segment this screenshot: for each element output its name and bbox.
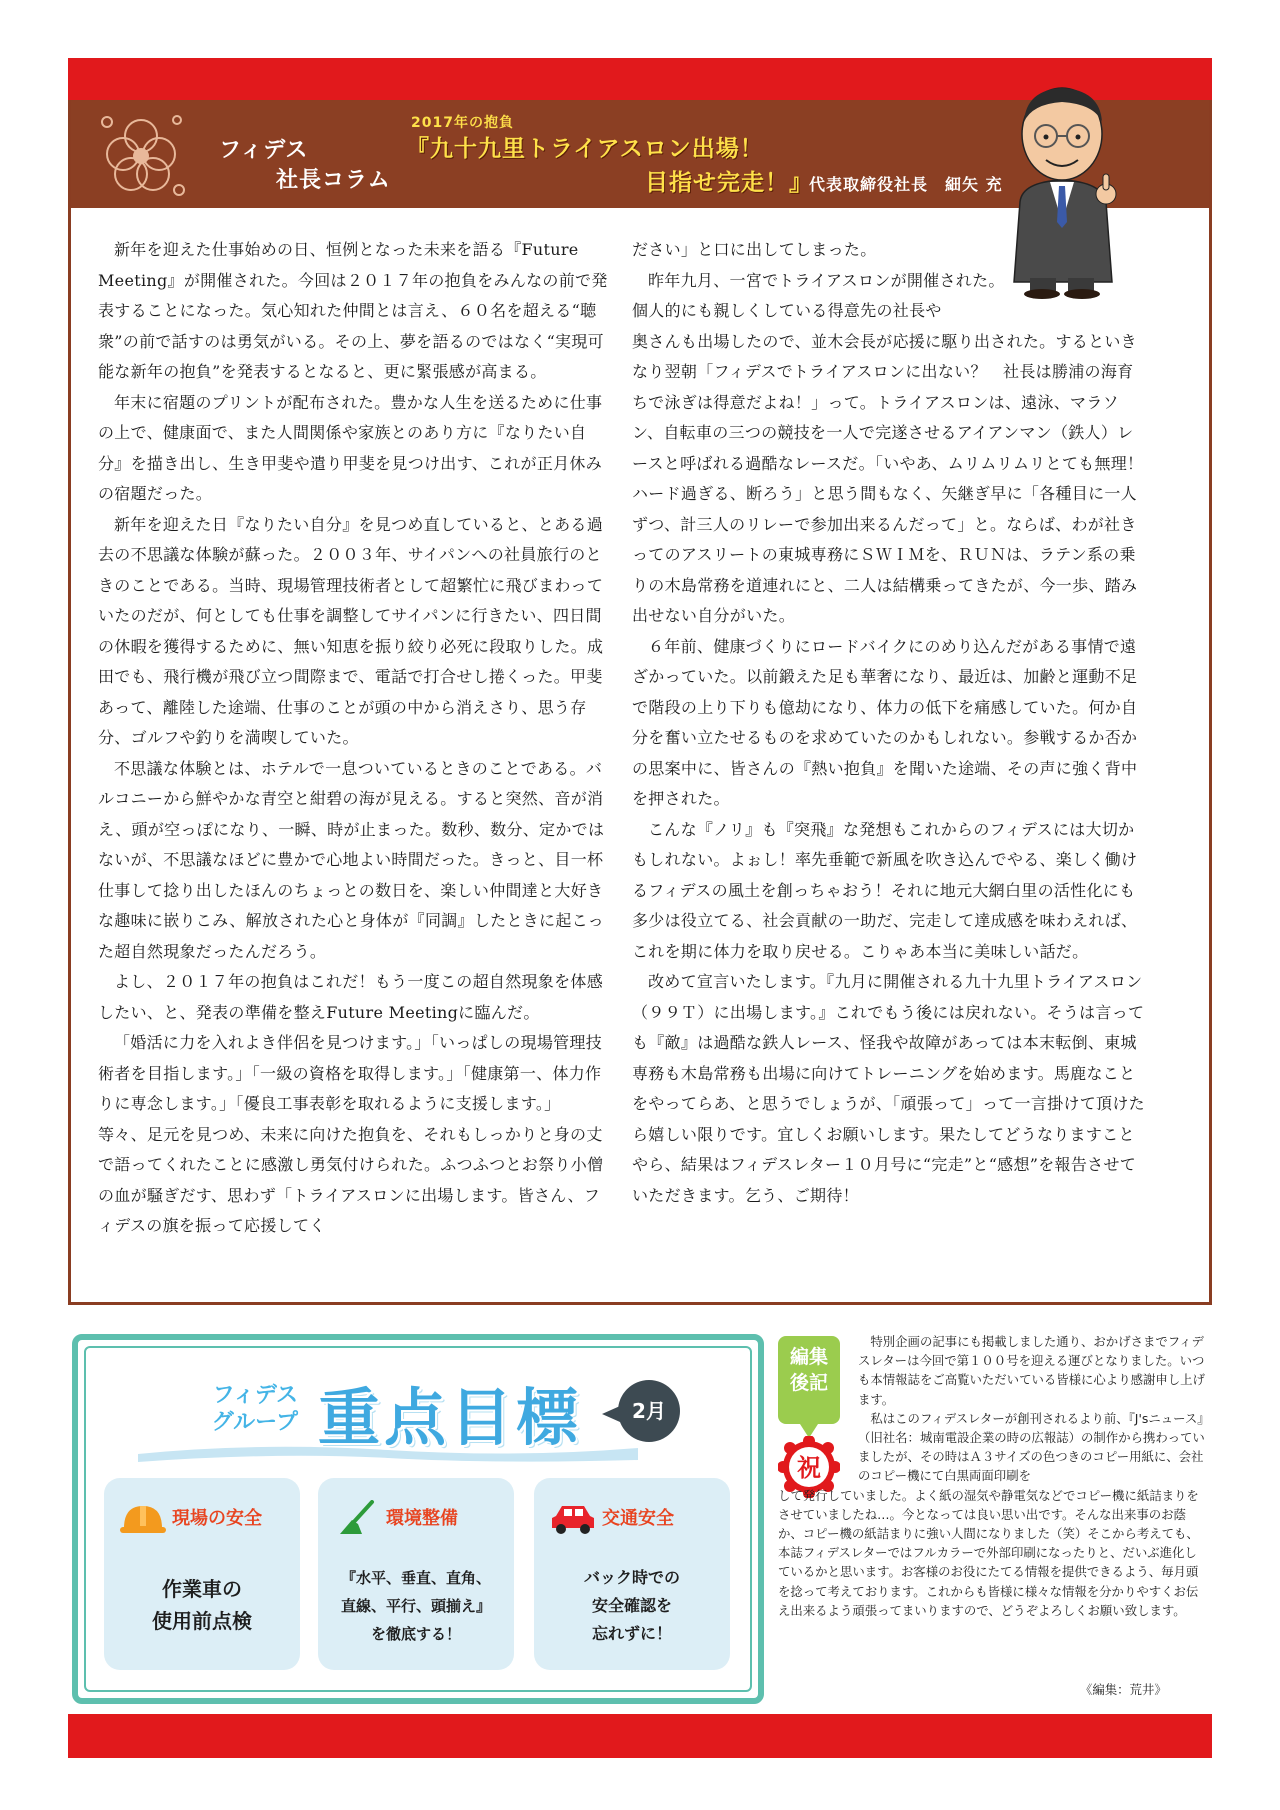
column-paragraph: よし、２０１７年の抱負はこれだ！もう一度この超自然現象を体感したい、と、発表の準備を整えFuture Meetingに臨んだ。 [98, 972, 604, 1022]
editors-note-tag [778, 1336, 840, 1424]
column-paragraph: 年末に宿題のプリントが配布された。豊かな人生を送るために仕事の上で、健康面で、また人間関係や家族とのあり方に『なりたい自分』を描き出し、生き甲斐や遣り甲斐を見つけ出す、これが正月休みの宿題だった。 [98, 392, 603, 503]
helmet-icon [118, 1500, 168, 1536]
column-author: 代表取締役社長 細矢 充 [809, 175, 1003, 194]
broom-icon [332, 1500, 382, 1536]
column-paragraph: 不思議な体験とは、ホテルで一息ついているときのことである。バルコニーから鮮やかな青空と紺碧の海が見える。すると突然、音が消え、頭が空っぽになり、一瞬、時が止まった。数秒、数分、定かではないが、不思議なほどに豊かで心地よい時間だった。きっと、目一杯仕事して捻り出したほんのちょっとの数日を、楽しい仲間達と大好きな趣味に嵌りこみ、解放された心と身体が『同調』したときに起こった超自然現象だったんだろう。 [98, 758, 605, 961]
goal-card-text [104, 1573, 300, 1637]
column-paragraph: 改めて宣言いたします。『九月に開催される九十九里トライアスロン（９９Ｔ）に出場します。』これでもう後には戻れない。そうは言っても『敵』は過酷な鉄人レース、怪我や故障があっては本末転倒、東城専務も木島常務も出場に向けてトレーニングを始めます。馬鹿なことをやってらあ、と思うでしょうが、「頑張って」って一言掛けて頂けたら嬉しい限りです。宜しくお願いします。果たしてどうなりますことやら、結果はフィデスレター１０月号に“完走”と“感想”を報告させていただきます。乞う、ご期待！ [632, 972, 1145, 1205]
goal-card-traffic-safety [534, 1478, 730, 1670]
celebration-badge-text: 祝 [797, 1454, 821, 1482]
bottom-red-band [68, 1714, 1212, 1758]
column-paragraph: ６年前、健康づくりにロードバイクにのめり込んだがある事情で遠ざかっていた。以前鍛えた足も華奢になり、最近は、加齢と運動不足で階段の上り下りも億劫になり、体力の低下を痛感していた。何か自分を奮い立たせるものを求めていたのかもしれない。参戦するか否かの思案中に、皆さんの『熱い抱負』を聞いた途端、その声に強く背中を押された。 [632, 636, 1138, 808]
editors-note-tag-line2: 後記 [789, 1372, 828, 1394]
goal-card-text [534, 1564, 730, 1648]
goal-line: 作業車の [162, 1577, 242, 1601]
column-name-line1: フィデス [219, 138, 309, 163]
goals-title: 重点目標 [318, 1381, 583, 1454]
goal-line: 忘れずに！ [591, 1624, 672, 1643]
column-body-right [632, 235, 1148, 1211]
editors-note-tag-text [778, 1344, 840, 1396]
president-illustration [1002, 82, 1122, 300]
goal-line: 使用前点検 [152, 1609, 252, 1633]
column-title-line2: 目指せ完走！』 [645, 170, 813, 196]
goal-card-label: 現場の安全 [172, 1508, 262, 1529]
column-paragraph: 昨年九月、一宮でトライアスロンが開催された。個人的にも親しくしている得意先の社長や [632, 270, 1005, 320]
column-title-line1: 『九十九里トライアスロン出場！ [406, 136, 764, 162]
column-body-left [98, 235, 608, 1242]
column-paragraph: こんな『ノリ』も『突飛』な発想もこれからのフィデスには大切かもしれない。よぉし！率先垂範で新風を吹き込んでやる、楽しく働けるフィデスの風土を創っちゃおう！それに地元大網白里の活性化にも多少は役立てる、社会貢献の一助だ、完走して達成感を味わえれば、これを期に体力を取り戻せる。こりゃあ本当に美味しい話だ。 [632, 819, 1138, 961]
column-paragraph-continued: 奥さんも出場したので、並木会長が応援に駆り出された。するといきなり翌朝「フィデスでトライアスロンに出ない？ 社長は勝浦の海育ちで泳ぎは得意だよね！」って。トライアスロンは、遠泳、マラソン、自転車の三つの競技を一人で完遂させるアイアンマン（鉄人）レースと呼ばれる過酷なレースだ。「いやあ、ムリムリムリとても無理！ハード過ぎる、断ろう」と思う間もなく、矢継ぎ早に「各種目に一人ずつ、計三人のリレーで参加出来るんだって」と。ならば、わが社きってのアスリートの東城専務にＳＷＩＭを、ＲＵＮは、ラテン系の乗りの木島常務を道連れにと、二人は結構乗ってきたが、今一歩、踏み出せない自分がいた。 [632, 331, 1144, 625]
column-paragraph: 「婚活に力を入れよき伴侶を見つけます。」「いっぱしの現場管理技術者を目指します。」「一級の資格を取得します。」「健康第一、体力作りに専念します。」「優良工事表彰を取れるように支援します。」等々、足元を見つめ、未来に向けた抱負を、それもしっかりと身の丈で語ってくれたことに感激し勇気付けられた。ふつふつとお祭り小僧の血が騒ぎだす、思わず「トライアスロンに出場します。皆さん、フィデスの旗を振って応援してく [98, 1033, 604, 1235]
column-paragraph: 新年を迎えた日『なりたい自分』を見つめ直していると、とある過去の不思議な体験が蘇った。２００３年、サイパンへの社員旅行のときのことである。当時、現場管理技術者として超繁忙に飛びまわっていたのだが、何としても仕事を調整してサイパンに行きたい、四日間の休暇を獲得するために、無い知恵を振り絞り必死に段取りした。成田でも、飛行機が飛び立つ間際まで、電話で打合せし捲くった。甲斐あって、離陸した途端、仕事のことが頭の中から消えさり、思う存分、ゴルフや釣りを満喫していた。 [98, 514, 604, 747]
goals-group-line1: フィデス [212, 1383, 298, 1408]
column-subtitle: 2017年の抱負 [411, 115, 514, 131]
car-icon [548, 1500, 598, 1536]
goals-group-line2: グループ [211, 1410, 298, 1435]
goal-card-text [318, 1564, 514, 1648]
goals-group-label [158, 1382, 298, 1436]
goal-line: 直線、平行、頭揃え』 [340, 1597, 491, 1615]
editors-note-tag-line1: 編集 [789, 1346, 828, 1368]
goal-line: バック時での [583, 1568, 680, 1587]
month-badge: 2月 [618, 1380, 680, 1442]
goal-card-site-safety [104, 1478, 300, 1670]
column-paragraph: 新年を迎えた仕事始めの日、恒例となった未来を語る『Future Meeting』が開催された。今回は２０１７年の抱負をみんなの前で発表することになった。気心知れた仲間とは言え、６０名を超える“聴衆”の前で話すのは勇気がいる。その上、夢を語るのではなく“実現可能な新年の抱負”を発表するとなると、更に緊張感が高まる。 [98, 240, 608, 381]
editors-note-paragraph: 私はこのフィデスレターが創刊されるより前、『J'sニュース』（旧社名：城南電設企業の時の広報誌）の制作から携わっていましたが、その時はＡ３サイズの色つきのコピー用紙に、会社のコピー機にて白黒両面印刷を [858, 1410, 1205, 1484]
column-paragraph-continued: ださい」と口に出してしまった。 [632, 240, 877, 259]
goal-line: を徹底する！ [370, 1625, 461, 1643]
editors-note-credit: 《編集：荒井》 [1080, 1682, 1167, 1697]
goal-card-label: 交通安全 [602, 1508, 674, 1529]
goal-line: 安全確認を [591, 1596, 672, 1615]
goal-card-environment [318, 1478, 514, 1670]
flower-icon [93, 106, 189, 202]
priority-goals-panel [72, 1334, 764, 1704]
editors-note-paragraph: 特別企画の記事にも掲載しました通り、おかげさまでフィデスレターは今回で第１００号を迎える運びとなりました。いつも本情報誌をご高覧いただいている皆様に心より感謝申し上げます。 [858, 1334, 1205, 1407]
column-name-line2: 社長コラム [276, 168, 391, 193]
goal-line: 『水平、垂直、直角、 [340, 1569, 491, 1587]
editors-note-paragraph-continued: して発行していました。よく紙の湿気や静電気などでコピー機に紙詰まりをさせていましたね…。今となっては良い思い出です。そんな出来事のお蔭か、コピー機の紙詰まりに強い人間になりました（笑）そこから考えても、本誌フィデスレターではフルカラーで外部印刷になったりと、だいぶ進化しているかと思います。お客様のお役にたてる情報を提供できるよう、毎月頭を捻って考えております。これからも皆様に様々な情報を分かりやすくお伝え出来るよう頑張ってまいりますので、どうぞよろしくお願い致します。 [778, 1487, 1199, 1618]
goal-card-label: 環境整備 [386, 1508, 458, 1529]
